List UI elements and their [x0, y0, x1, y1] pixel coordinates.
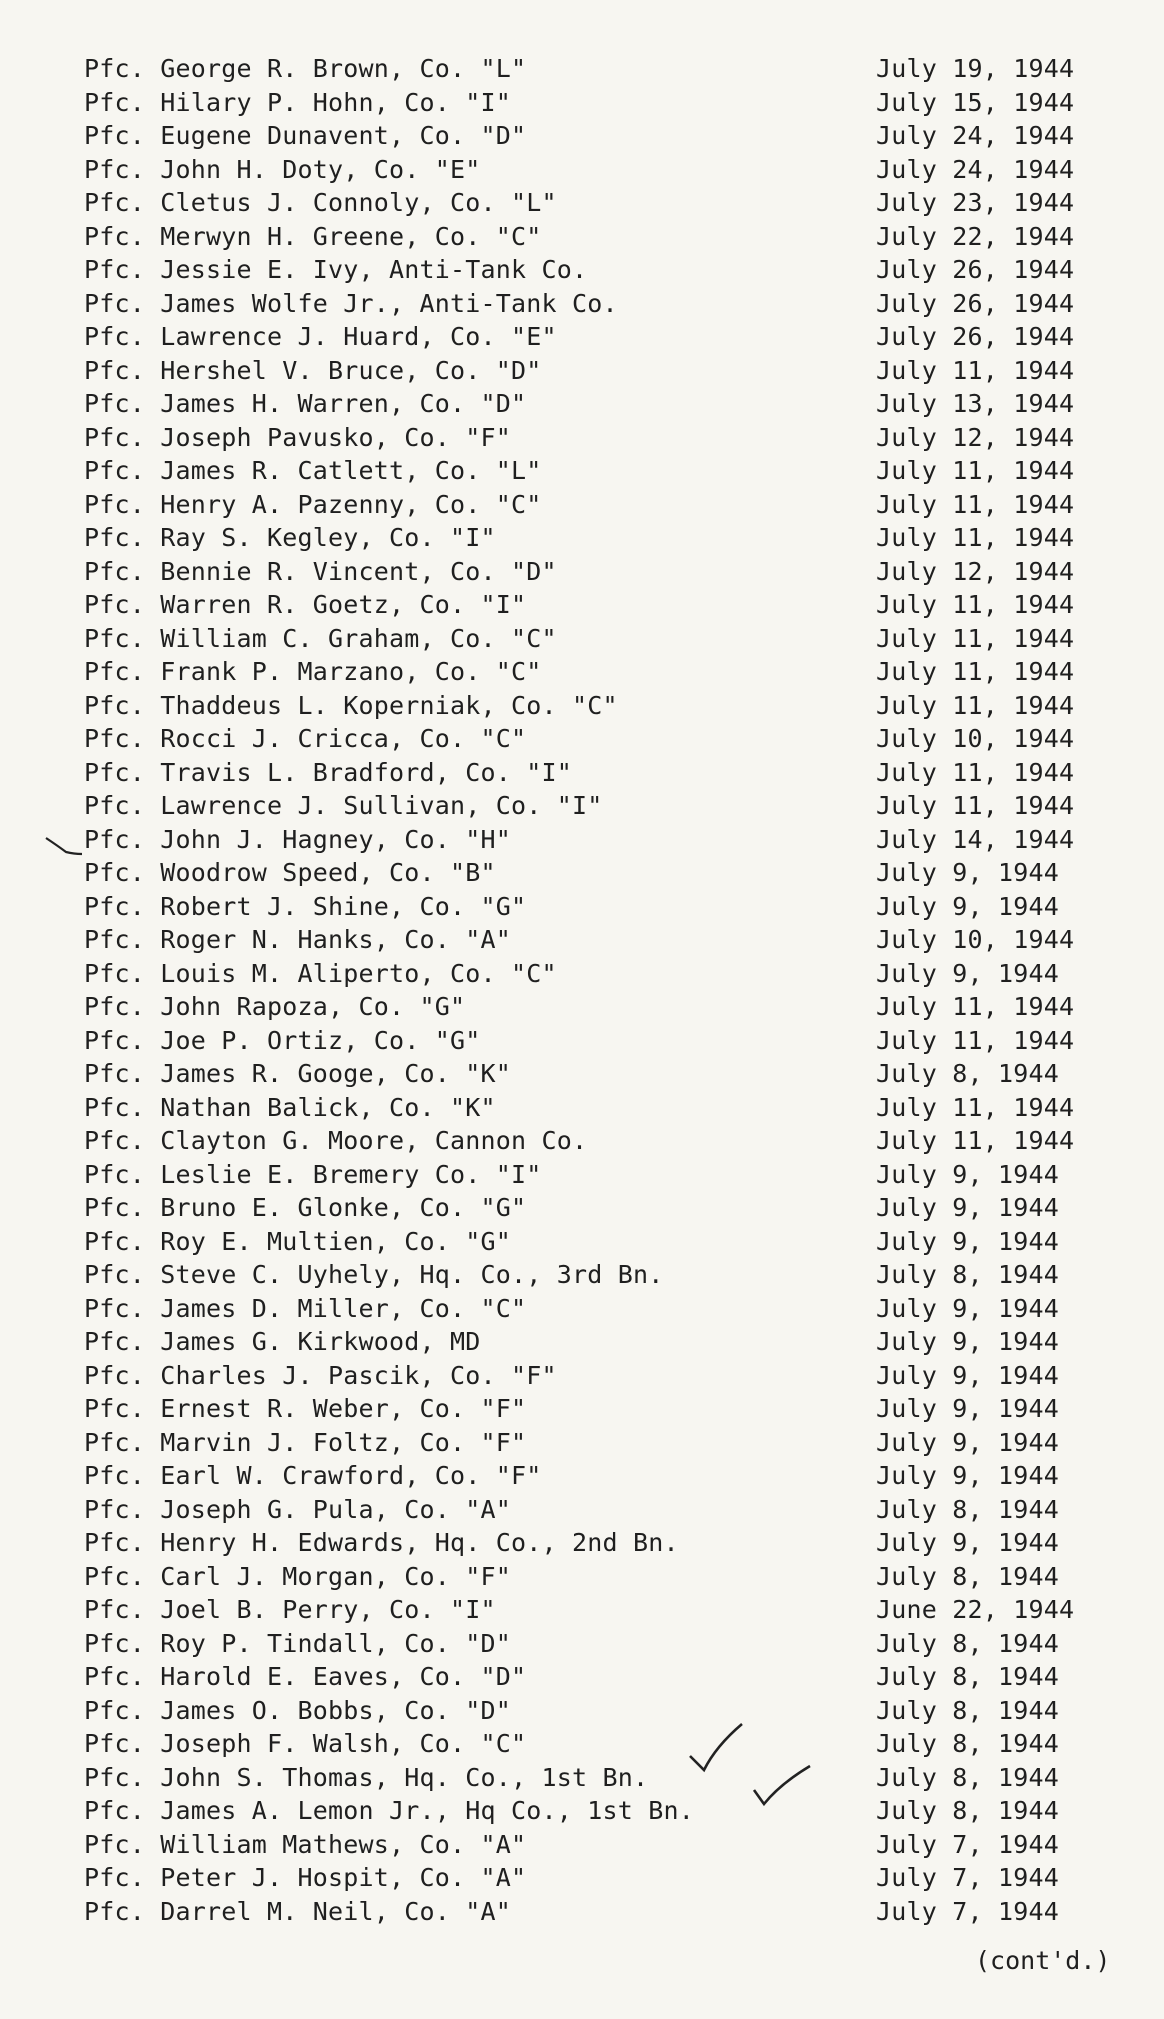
roster-row: [84, 1057, 1104, 1091]
casualty-date: July 9, 1944: [876, 1193, 1060, 1222]
soldier-name-unit: Pfc. Marvin J. Foltz, Co. "F": [84, 1427, 527, 1457]
soldier-name-unit: Pfc. Woodrow Speed, Co. "B": [84, 858, 496, 887]
roster-row: [84, 253, 1104, 287]
casualty-date: July 22, 1944: [876, 221, 1075, 251]
soldier-name-unit: Pfc. Earl W. Crawford, Co. "F": [84, 1461, 542, 1490]
soldier-name-unit: Pfc. Ernest R. Weber, Co. "F": [84, 1394, 527, 1423]
roster-row: [84, 488, 1104, 522]
soldier-name-unit: Pfc. George R. Brown, Co. "L": [84, 54, 527, 83]
soldier-name-unit: Pfc. Bruno E. Glonke, Co. "G": [84, 1193, 527, 1222]
casualty-date: July 11, 1944: [876, 791, 1075, 820]
soldier-name-unit: Pfc. Carl J. Morgan, Co. "F": [84, 1561, 512, 1591]
roster-row: [84, 1727, 1104, 1761]
casualty-date: July 9, 1944: [876, 1226, 1060, 1256]
roster-row: [84, 1292, 1104, 1326]
soldier-name-unit: Pfc. Henry H. Edwards, Hq. Co., 2nd Bn.: [84, 1528, 679, 1557]
casualty-date: July 9, 1944: [876, 1528, 1060, 1557]
roster-row: [84, 1694, 1104, 1728]
roster-row: [84, 722, 1104, 756]
roster-row: [84, 1794, 1104, 1828]
soldier-name-unit: Pfc. Ray S. Kegley, Co. "I": [84, 523, 496, 552]
casualty-date: July 13, 1944: [876, 389, 1075, 418]
casualty-date: July 11, 1944: [876, 489, 1075, 519]
casualty-date: July 11, 1944: [876, 757, 1075, 787]
roster-row: [84, 856, 1104, 890]
casualty-date: July 9, 1944: [876, 1360, 1060, 1390]
soldier-name-unit: Pfc. Jessie E. Ivy, Anti-Tank Co.: [84, 255, 588, 284]
soldier-name-unit: Pfc. James H. Warren, Co. "D": [84, 389, 527, 418]
roster-row: [84, 220, 1104, 254]
soldier-name-unit: Pfc. Rocci J. Cricca, Co. "C": [84, 724, 527, 753]
soldier-name-unit: Pfc. James G. Kirkwood, MD: [84, 1327, 481, 1356]
casualty-date: July 11, 1944: [876, 690, 1075, 720]
casualty-date: July 12, 1944: [876, 422, 1075, 452]
soldier-name-unit: Pfc. Steve C. Uyhely, Hq. Co., 3rd Bn.: [84, 1260, 664, 1289]
soldier-name-unit: Pfc. Darrel M. Neil, Co. "A": [84, 1896, 512, 1926]
soldier-name-unit: Pfc. Thaddeus L. Koperniak, Co. "C": [84, 690, 618, 720]
roster-row: [84, 1191, 1104, 1225]
roster-row: [84, 1627, 1104, 1661]
casualty-date: July 10, 1944: [876, 724, 1075, 753]
check-mark-icon: [752, 1762, 812, 1808]
soldier-name-unit: Pfc. Lawrence J. Sullivan, Co. "I": [84, 791, 603, 820]
casualty-date: July 26, 1944: [876, 288, 1075, 318]
roster-row: [84, 823, 1104, 857]
roster-row: [84, 387, 1104, 421]
roster-row: [84, 521, 1104, 555]
roster-row: [84, 1895, 1104, 1929]
soldier-name-unit: Pfc. Joseph Pavusko, Co. "F": [84, 422, 512, 452]
roster-row: [84, 622, 1104, 656]
roster-row: [84, 1761, 1104, 1795]
casualty-date: July 11, 1944: [876, 590, 1075, 619]
casualty-date: July 15, 1944: [876, 87, 1075, 117]
roster-row: [84, 421, 1104, 455]
casualty-date: July 8, 1944: [876, 1662, 1060, 1691]
roster-row: [84, 1158, 1104, 1192]
roster-row: [84, 287, 1104, 321]
soldier-name-unit: Pfc. James R. Catlett, Co. "L": [84, 456, 542, 485]
casualty-roster: [84, 52, 1104, 1928]
soldier-name-unit: Pfc. Harold E. Eaves, Co. "D": [84, 1662, 527, 1691]
casualty-date: July 8, 1944: [876, 1059, 1060, 1088]
roster-row: [84, 1392, 1104, 1426]
casualty-date: July 12, 1944: [876, 556, 1075, 586]
casualty-date: July 9, 1944: [876, 1394, 1060, 1423]
roster-row: [84, 890, 1104, 924]
soldier-name-unit: Pfc. Joe P. Ortiz, Co. "G": [84, 1025, 481, 1055]
casualty-date: July 8, 1944: [876, 1729, 1060, 1758]
casualty-date: July 9, 1944: [876, 1461, 1060, 1490]
casualty-date: July 26, 1944: [876, 322, 1075, 351]
soldier-name-unit: Pfc. Hilary P. Hohn, Co. "I": [84, 87, 512, 117]
roster-row: [84, 119, 1104, 153]
soldier-name-unit: Pfc. James A. Lemon Jr., Hq Co., 1st Bn.: [84, 1796, 695, 1825]
casualty-date: July 11, 1944: [876, 1025, 1075, 1055]
casualty-date: July 10, 1944: [876, 925, 1075, 954]
casualty-date: July 11, 1944: [876, 623, 1075, 653]
roster-row: [84, 1024, 1104, 1058]
roster-row: [84, 186, 1104, 220]
soldier-name-unit: Pfc. James Wolfe Jr., Anti-Tank Co.: [84, 288, 618, 318]
roster-row: [84, 1861, 1104, 1895]
casualty-date: July 9, 1944: [876, 1427, 1060, 1457]
casualty-date: July 8, 1944: [876, 1260, 1060, 1289]
roster-row: [84, 354, 1104, 388]
soldier-name-unit: Pfc. Hershel V. Bruce, Co. "D": [84, 355, 542, 385]
casualty-date: July 7, 1944: [876, 1896, 1060, 1926]
soldier-name-unit: Pfc. John S. Thomas, Hq. Co., 1st Bn.: [84, 1762, 649, 1792]
soldier-name-unit: Pfc. Louis M. Aliperto, Co. "C": [84, 958, 557, 988]
soldier-name-unit: Pfc. Joseph F. Walsh, Co. "C": [84, 1729, 527, 1758]
soldier-name-unit: Pfc. Cletus J. Connoly, Co. "L": [84, 188, 557, 217]
soldier-name-unit: Pfc. Merwyn H. Greene, Co. "C": [84, 221, 542, 251]
soldier-name-unit: Pfc. William Mathews, Co. "A": [84, 1829, 527, 1859]
casualty-date: July 11, 1944: [876, 657, 1075, 686]
roster-row: [84, 789, 1104, 823]
roster-row: [84, 923, 1104, 957]
casualty-date: July 8, 1944: [876, 1628, 1060, 1658]
casualty-date: July 9, 1944: [876, 1327, 1060, 1356]
roster-row: [84, 1493, 1104, 1527]
roster-row: [84, 1124, 1104, 1158]
soldier-name-unit: Pfc. Lawrence J. Huard, Co. "E": [84, 322, 557, 351]
soldier-name-unit: Pfc. Charles J. Pascik, Co. "F": [84, 1360, 557, 1390]
roster-row: [84, 1225, 1104, 1259]
casualty-date: July 19, 1944: [876, 54, 1075, 83]
roster-row: [84, 320, 1104, 354]
casualty-date: July 11, 1944: [876, 523, 1075, 552]
soldier-name-unit: Pfc. Travis L. Bradford, Co. "I": [84, 757, 573, 787]
casualty-date: July 9, 1944: [876, 858, 1060, 887]
roster-row: [84, 689, 1104, 723]
roster-row: [84, 1828, 1104, 1862]
casualty-date: July 11, 1944: [876, 1092, 1075, 1122]
soldier-name-unit: Pfc. Leslie E. Bremery Co. "I": [84, 1159, 542, 1189]
soldier-name-unit: Pfc. Nathan Balick, Co. "K": [84, 1092, 496, 1122]
casualty-date: July 8, 1944: [876, 1695, 1060, 1725]
soldier-name-unit: Pfc. James D. Miller, Co. "C": [84, 1293, 527, 1323]
roster-row: [84, 588, 1104, 622]
soldier-name-unit: Pfc. Roy P. Tindall, Co. "D": [84, 1628, 512, 1658]
roster-row: [84, 1258, 1104, 1292]
soldier-name-unit: Pfc. Roy E. Multien, Co. "G": [84, 1226, 512, 1256]
soldier-name-unit: Pfc. James O. Bobbs, Co. "D": [84, 1695, 512, 1725]
soldier-name-unit: Pfc. Bennie R. Vincent, Co. "D": [84, 556, 557, 586]
roster-row: [84, 1091, 1104, 1125]
casualty-date: July 11, 1944: [876, 992, 1075, 1021]
soldier-name-unit: Pfc. Clayton G. Moore, Cannon Co.: [84, 1126, 588, 1155]
roster-row: [84, 52, 1104, 86]
soldier-name-unit: Pfc. Roger N. Hanks, Co. "A": [84, 925, 512, 954]
roster-row: [84, 1459, 1104, 1493]
roster-row: [84, 555, 1104, 589]
soldier-name-unit: Pfc. Eugene Dunavent, Co. "D": [84, 121, 527, 150]
casualty-date: July 24, 1944: [876, 121, 1075, 150]
roster-row: [84, 1526, 1104, 1560]
casualty-date: July 8, 1944: [876, 1494, 1060, 1524]
casualty-date: July 8, 1944: [876, 1762, 1060, 1792]
roster-row: [84, 1593, 1104, 1627]
soldier-name-unit: Pfc. Henry A. Pazenny, Co. "C": [84, 489, 542, 519]
casualty-date: July 8, 1944: [876, 1796, 1060, 1825]
casualty-date: July 11, 1944: [876, 1126, 1075, 1155]
check-mark-icon: [686, 1722, 746, 1774]
continued-label: (cont'd.): [975, 1946, 1111, 1975]
soldier-name-unit: Pfc. William C. Graham, Co. "C": [84, 623, 557, 653]
roster-row: [84, 756, 1104, 790]
check-mark-icon: [44, 832, 84, 858]
casualty-date: July 9, 1944: [876, 958, 1060, 988]
casualty-date: July 26, 1944: [876, 255, 1075, 284]
casualty-date: July 24, 1944: [876, 154, 1075, 184]
soldier-name-unit: Pfc. Joseph G. Pula, Co. "A": [84, 1494, 512, 1524]
soldier-name-unit: Pfc. John Rapoza, Co. "G": [84, 992, 466, 1021]
roster-row: [84, 86, 1104, 120]
casualty-date: July 11, 1944: [876, 355, 1075, 385]
casualty-date: July 8, 1944: [876, 1561, 1060, 1591]
soldier-name-unit: Pfc. Warren R. Goetz, Co. "I": [84, 590, 527, 619]
soldier-name-unit: Pfc. Joel B. Perry, Co. "I": [84, 1595, 496, 1624]
roster-row: [84, 153, 1104, 187]
soldier-name-unit: Pfc. Peter J. Hospit, Co. "A": [84, 1863, 527, 1892]
casualty-date: July 23, 1944: [876, 188, 1075, 217]
soldier-name-unit: Pfc. John J. Hagney, Co. "H": [84, 824, 512, 854]
casualty-date: July 9, 1944: [876, 1159, 1060, 1189]
casualty-date: July 7, 1944: [876, 1863, 1060, 1892]
casualty-date: July 11, 1944: [876, 456, 1075, 485]
roster-row: [84, 655, 1104, 689]
casualty-date: July 14, 1944: [876, 824, 1075, 854]
soldier-name-unit: Pfc. Robert J. Shine, Co. "G": [84, 891, 527, 921]
roster-row: [84, 454, 1104, 488]
casualty-date: June 22, 1944: [876, 1595, 1075, 1624]
casualty-date: July 7, 1944: [876, 1829, 1060, 1859]
soldier-name-unit: Pfc. James R. Googe, Co. "K": [84, 1059, 512, 1088]
roster-row: [84, 957, 1104, 991]
roster-row: [84, 1325, 1104, 1359]
soldier-name-unit: Pfc. Frank P. Marzano, Co. "C": [84, 657, 542, 686]
roster-row: [84, 1560, 1104, 1594]
roster-row: [84, 1660, 1104, 1694]
soldier-name-unit: Pfc. John H. Doty, Co. "E": [84, 154, 481, 184]
casualty-date: July 9, 1944: [876, 891, 1060, 921]
roster-row: [84, 990, 1104, 1024]
roster-row: [84, 1426, 1104, 1460]
casualty-date: July 9, 1944: [876, 1293, 1060, 1323]
roster-row: [84, 1359, 1104, 1393]
